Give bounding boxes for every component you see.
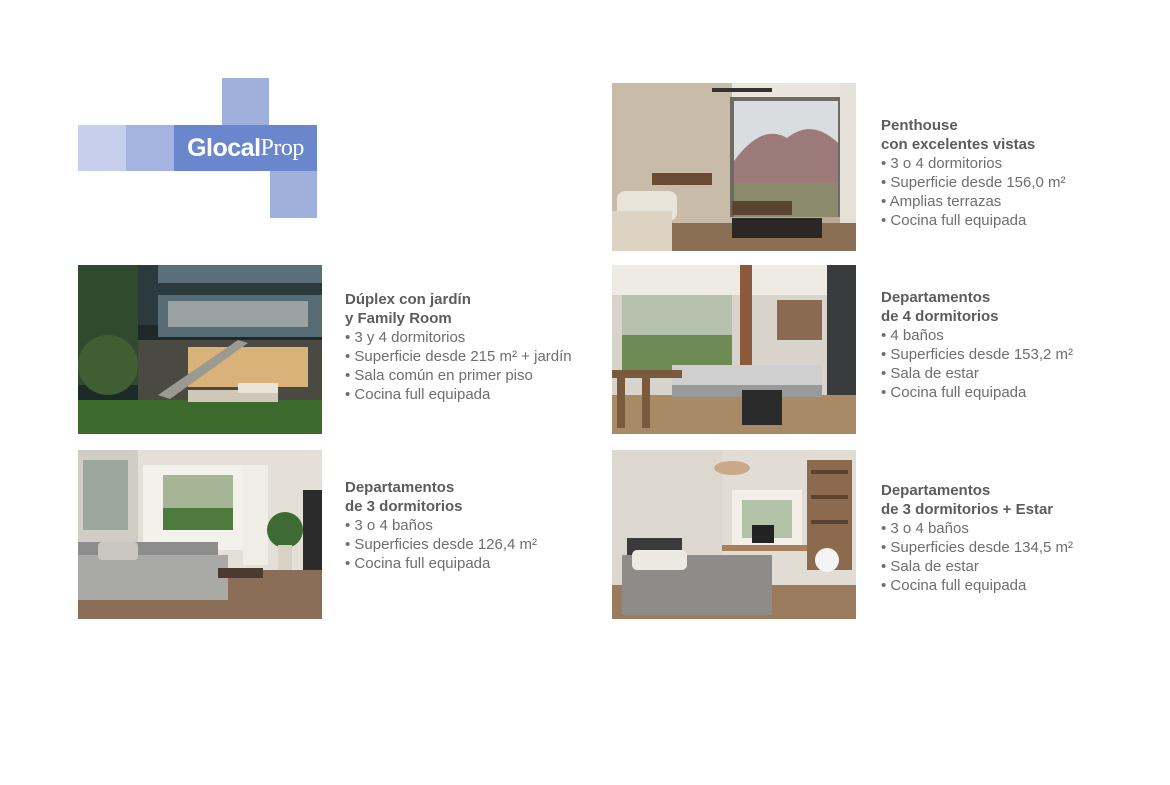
- photo-duplex-exterior: [78, 265, 322, 434]
- unit-title: de 3 dormitorios + Estar: [881, 501, 1054, 518]
- feature-item: • Superficie desde 215 m² + jardín: [345, 347, 585, 366]
- photo-3-bedroom-estar: [612, 450, 856, 619]
- photo-penthouse-living: [612, 83, 856, 251]
- feature-item: • Superficies desde 126,4 m²: [345, 535, 585, 554]
- unit-title: Penthouse: [881, 117, 958, 134]
- unit-penthouse: [881, 116, 1121, 230]
- unit-title: con excelentes vistas: [881, 136, 1036, 153]
- logo-brand-bold: Glocal: [187, 133, 261, 162]
- unit-3-bedroom-estar: [881, 481, 1121, 595]
- unit-title: y Family Room: [345, 310, 452, 327]
- feature-item: • Sala de estar: [881, 557, 1121, 576]
- feature-item: • 3 o 4 baños: [881, 519, 1121, 538]
- logo-brand-regular: Prop: [260, 134, 304, 161]
- logo-wordmark: [174, 125, 317, 171]
- feature-item: • Sala de estar: [881, 364, 1121, 383]
- feature-item: • Amplias terrazas: [881, 192, 1121, 211]
- unit-4-bedroom: [881, 288, 1121, 402]
- feature-item: • 3 o 4 dormitorios: [881, 154, 1121, 173]
- logo-block-left-light: [78, 125, 126, 171]
- feature-item: • 4 baños: [881, 326, 1121, 345]
- unit-title: de 3 dormitorios: [345, 498, 463, 515]
- feature-item: • Cocina full equipada: [881, 576, 1121, 595]
- logo-block-left-mid: [126, 125, 174, 171]
- unit-duplex: [345, 290, 585, 404]
- feature-item: • 3 y 4 dormitorios: [345, 328, 585, 347]
- feature-item: • Superficies desde 134,5 m²: [881, 538, 1121, 557]
- logo-block-bottom: [270, 171, 317, 218]
- unit-title: Dúplex con jardín: [345, 291, 471, 308]
- logo-block-top: [222, 78, 269, 125]
- feature-item: • Cocina full equipada: [345, 385, 585, 404]
- unit-title: Departamentos: [345, 479, 455, 496]
- unit-3-bedroom: [345, 478, 585, 573]
- feature-item: • Cocina full equipada: [345, 554, 585, 573]
- feature-item: • Superficies desde 153,2 m²: [881, 345, 1121, 364]
- feature-item: • Cocina full equipada: [881, 211, 1121, 230]
- unit-title: Departamentos: [881, 289, 991, 306]
- unit-title: Departamentos: [881, 482, 991, 499]
- photo-3-bedroom: [78, 450, 322, 619]
- feature-item: • 3 o 4 baños: [345, 516, 585, 535]
- photo-4-bedroom-kitchen: [612, 265, 856, 434]
- feature-item: • Superficie desde 156,0 m²: [881, 173, 1121, 192]
- feature-item: • Cocina full equipada: [881, 383, 1121, 402]
- feature-item: • Sala común en primer piso: [345, 366, 585, 385]
- unit-title: de 4 dormitorios: [881, 308, 999, 325]
